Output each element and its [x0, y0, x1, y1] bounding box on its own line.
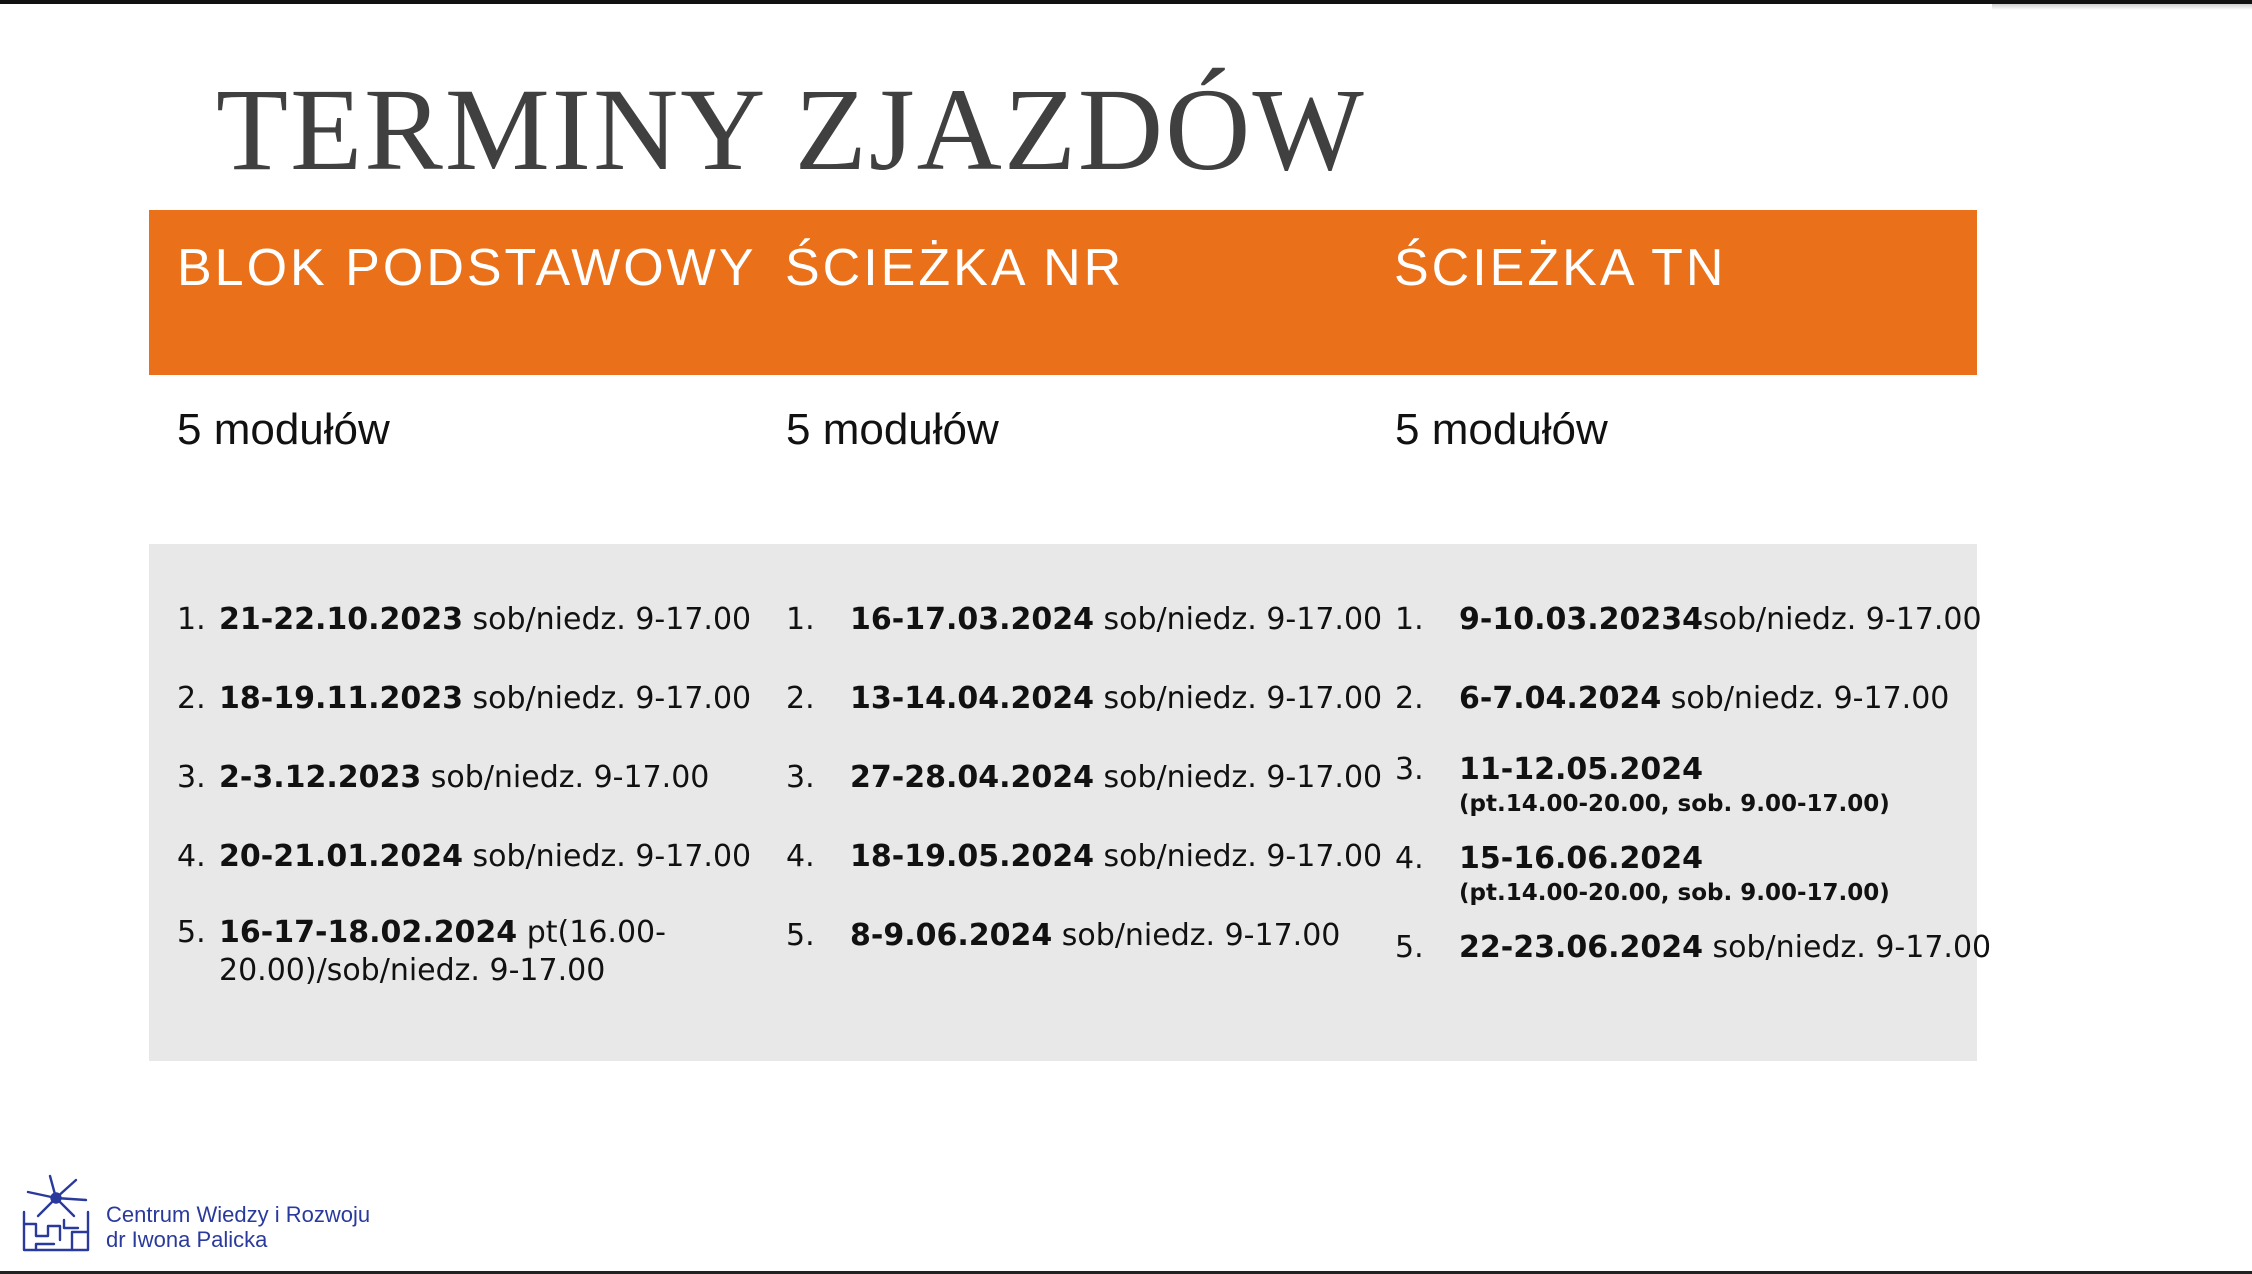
item-time: sob/niedz. 9-17.00	[462, 681, 752, 716]
item-note: (pt.14.00-20.00, sob. 9.00-17.00)	[1459, 880, 1890, 906]
logo-text	[106, 1202, 370, 1252]
item-date: 22-23.06.2024	[1459, 930, 1703, 965]
item-date: 21-22.10.2023	[219, 602, 463, 637]
item-date: 20-21.01.2024	[219, 839, 463, 874]
item-number: 3.	[1395, 752, 1424, 787]
item-time: sob/niedz. 9-17.00	[1093, 681, 1383, 716]
item-time: sob/niedz. 9-17.00	[1093, 839, 1383, 874]
item-number: 1.	[786, 602, 815, 637]
column-heading-sciezka-nr: ŚCIEŻKA NR	[785, 239, 1125, 297]
item-number: 1.	[1395, 602, 1424, 637]
window-shadow	[1992, 4, 2252, 10]
item-number: 4.	[177, 839, 206, 874]
item-date: 16-17-18.02.2024	[219, 915, 518, 950]
logo-line-organization: Centrum Wiedzy i Rozwoju	[106, 1202, 371, 1227]
modules-count-sciezka-nr: 5 modułów	[786, 405, 999, 454]
item-number: 2.	[177, 681, 206, 716]
item-number: 2.	[786, 681, 815, 716]
item-date: 11-12.05.2024	[1459, 752, 1703, 787]
item-time: sob/niedz. 9-17.00	[1702, 602, 1982, 637]
item-date: 9-10.03.20234	[1459, 602, 1703, 637]
item-number: 1.	[177, 602, 206, 637]
item-time: sob/niedz. 9-17.00	[421, 760, 710, 795]
item-time: sob/niedz. 9-17.00	[1093, 602, 1383, 637]
item-number: 4.	[786, 839, 815, 874]
item-time-continued: 20.00)/sob/niedz. 9-17.00	[219, 953, 606, 988]
company-logo	[20, 1172, 380, 1256]
item-time: sob/niedz. 9-17.00	[1661, 681, 1950, 716]
item-number: 3.	[177, 760, 206, 795]
item-date: 18-19.05.2024	[850, 839, 1094, 874]
item-date: 13-14.04.2024	[850, 681, 1094, 716]
item-number: 5.	[786, 918, 815, 953]
item-date: 15-16.06.2024	[1459, 841, 1703, 876]
item-date: 16-17.03.2024	[850, 602, 1094, 637]
item-time: pt(16.00-	[517, 915, 666, 950]
item-date: 8-9.06.2024	[850, 918, 1053, 953]
item-number: 4.	[1395, 841, 1424, 876]
item-date: 6-7.04.2024	[1459, 681, 1662, 716]
item-time: sob/niedz. 9-17.00	[1093, 760, 1383, 795]
item-number: 3.	[786, 760, 815, 795]
item-time: sob/niedz. 9-17.00	[462, 839, 752, 874]
item-date: 2-3.12.2023	[219, 760, 422, 795]
modules-count-blok-podstawowy: 5 modułów	[177, 405, 390, 454]
column-heading-sciezka-tn: ŚCIEŻKA TN	[1394, 239, 1727, 297]
modules-count-sciezka-tn: 5 modułów	[1395, 405, 1608, 454]
item-number: 5.	[177, 915, 206, 950]
item-time: sob/niedz. 9-17.00	[1052, 918, 1341, 953]
item-time: sob/niedz. 9-17.00	[462, 602, 752, 637]
top-border	[0, 0, 2252, 4]
item-number: 5.	[1395, 930, 1424, 965]
item-number: 2.	[1395, 681, 1424, 716]
slide-title: TERMINY ZJAZDÓW	[216, 64, 1366, 195]
column-heading-blok-podstawowy: BLOK PODSTAWOWY	[177, 239, 757, 297]
item-time: sob/niedz. 9-17.00	[1702, 930, 1992, 965]
item-date: 18-19.11.2023	[219, 681, 463, 716]
logo-line-person: dr Iwona Palicka	[106, 1227, 268, 1252]
item-note: (pt.14.00-20.00, sob. 9.00-17.00)	[1459, 791, 1890, 817]
item-date: 27-28.04.2024	[850, 760, 1094, 795]
logo-mark-icon	[20, 1172, 92, 1256]
